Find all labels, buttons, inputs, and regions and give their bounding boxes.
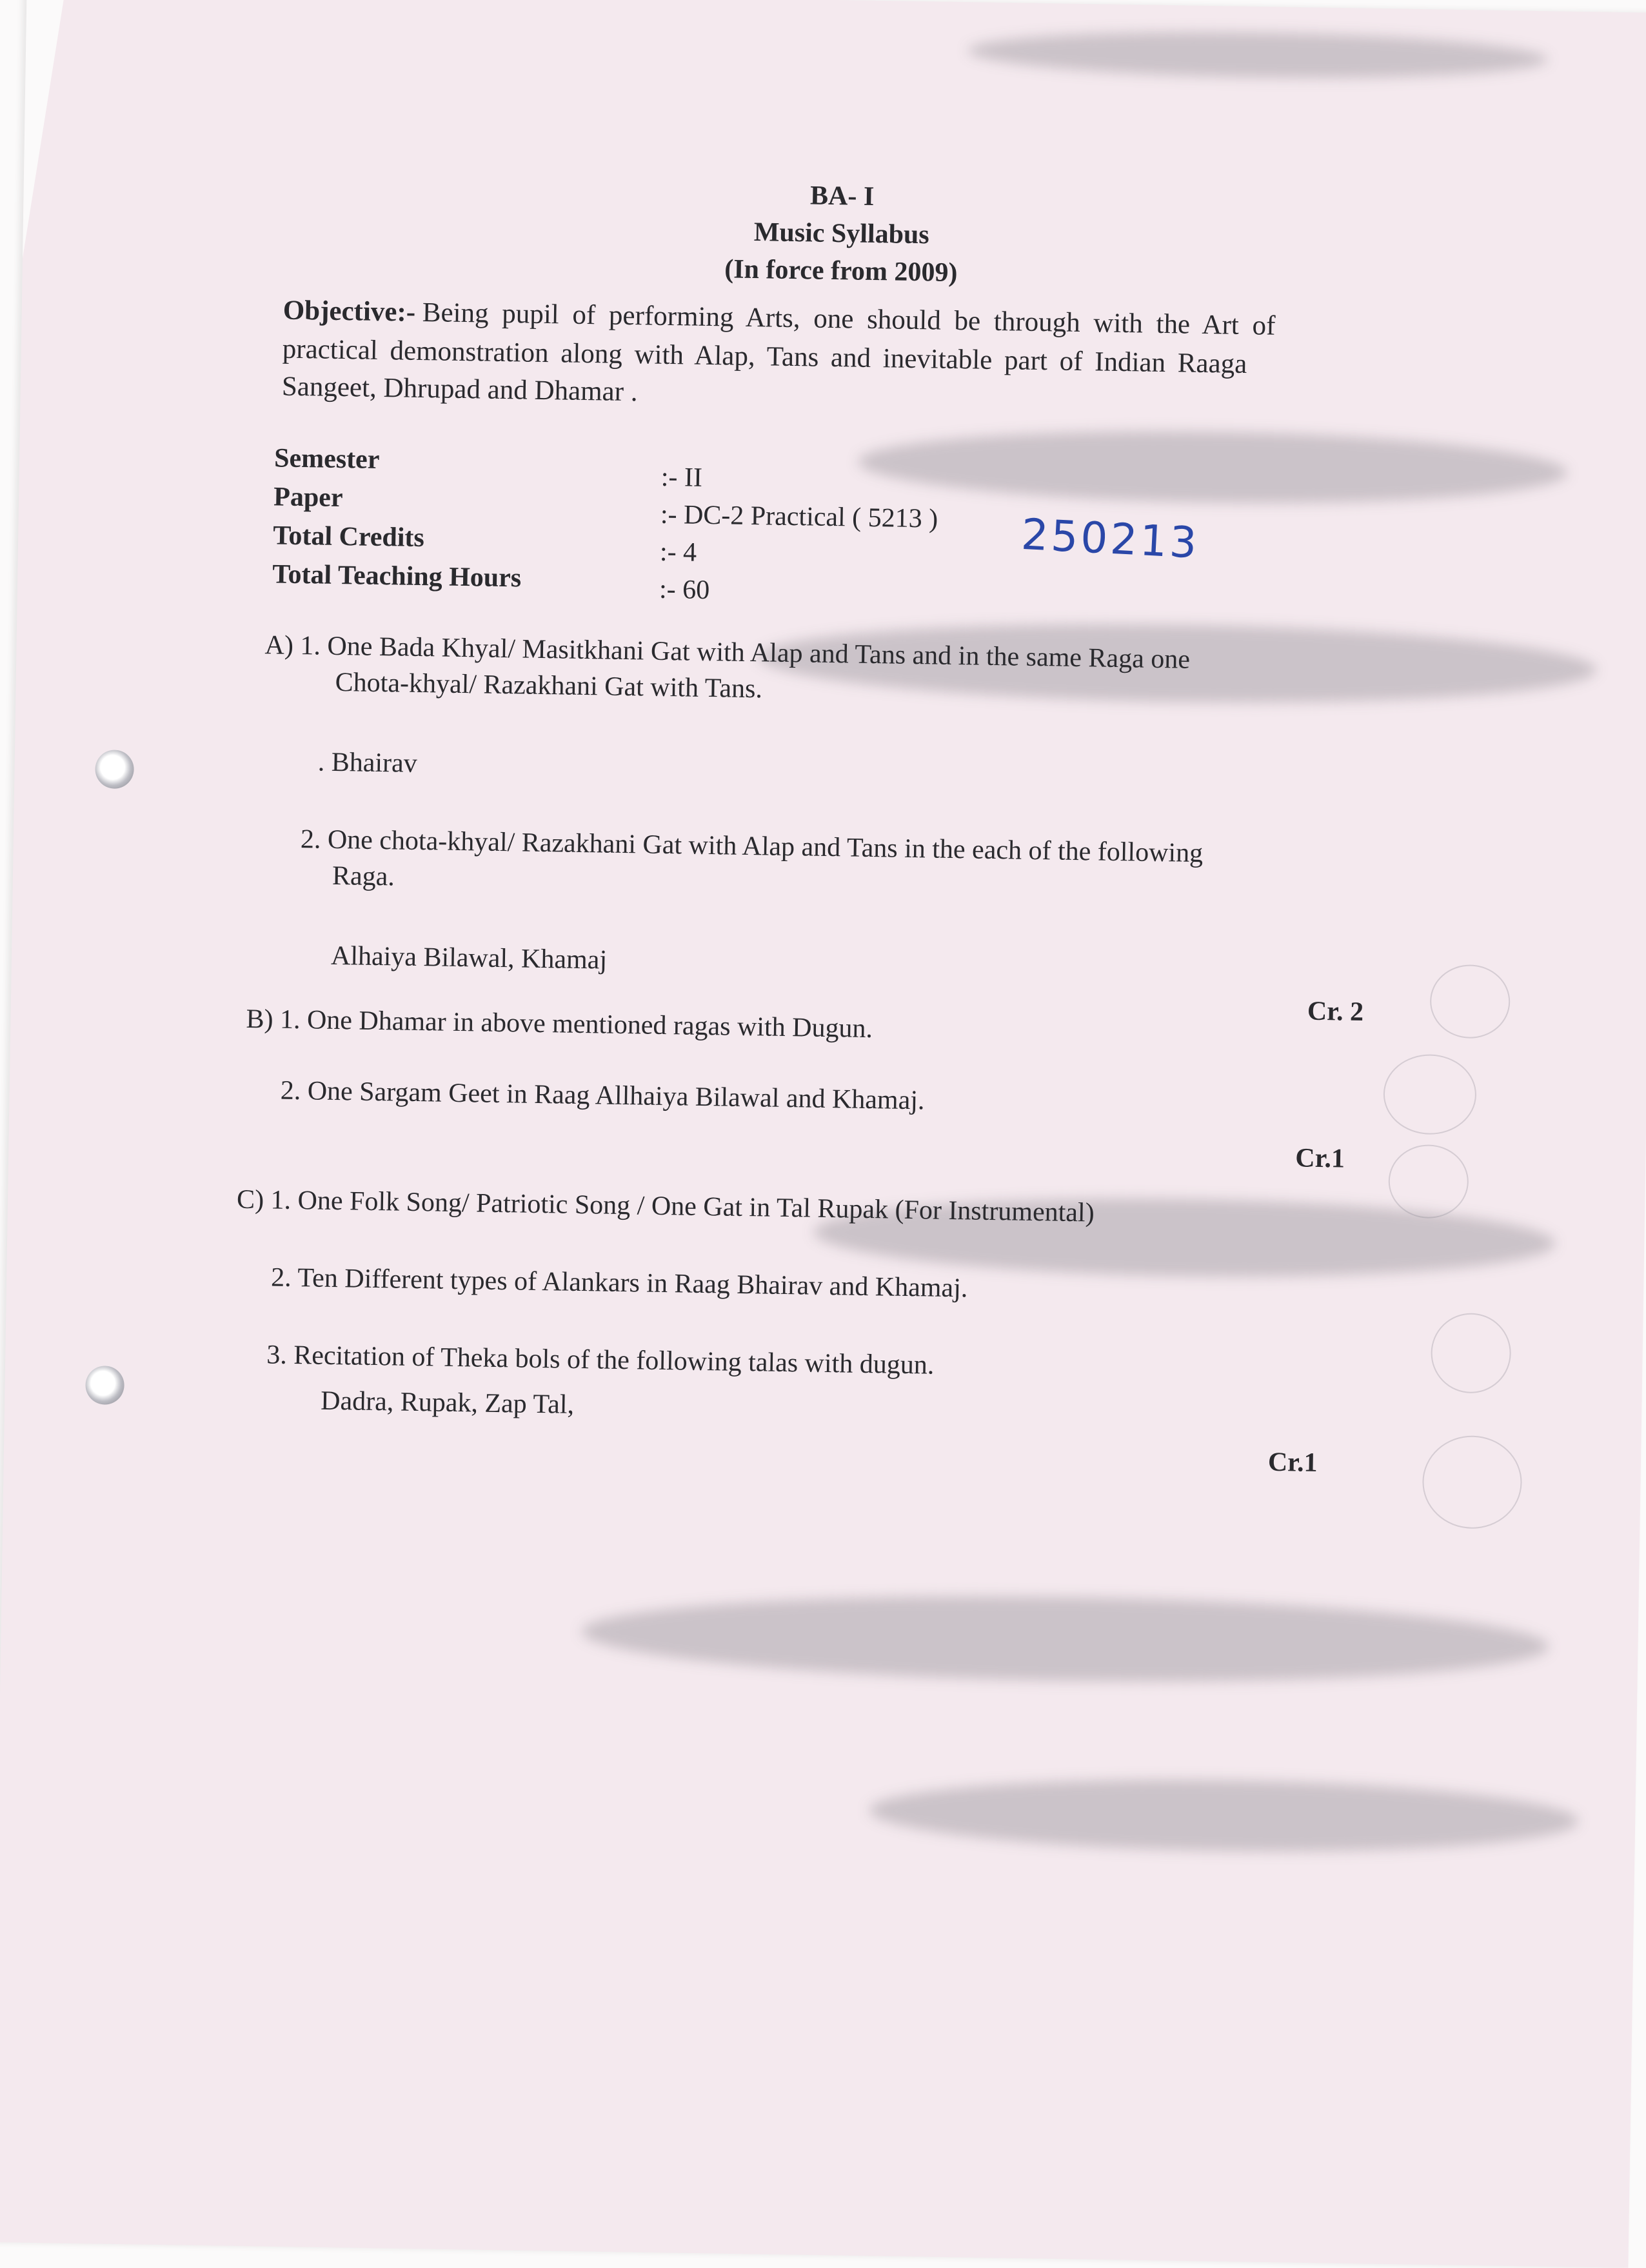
section-a-credit: Cr. 2	[1307, 996, 1364, 1028]
section-b-credit: Cr.1	[1294, 1143, 1345, 1174]
toner-smudge	[869, 1775, 1580, 1856]
toner-smudge	[967, 28, 1549, 82]
section-a-item-1-line-1: A) 1. One Bada Khyal/ Masitkhani Gat with Alap and Tans and in the same Raga one	[264, 630, 1191, 675]
section-b-item-2: 2. One Sargam Geet in Raag Allhaiya Bilawal and Khamaj.	[280, 1075, 925, 1116]
heading-in-force: (In force from 2009)	[724, 254, 958, 288]
section-a-ragas: Alhaiya Bilawal, Khamaj	[330, 940, 608, 975]
pencil-circle	[1431, 1313, 1512, 1394]
heading-title: Music Syllabus	[753, 217, 930, 250]
objective-line-1	[283, 295, 1275, 342]
pencil-circle	[1422, 1435, 1522, 1529]
heading-course: BA- I	[809, 181, 875, 212]
paper-value: :- DC-2 Practical ( 5213 )	[660, 499, 938, 534]
objective-line-2: practical demonstration along with Alap, Tans and inevitable part of Indian Raaga	[282, 333, 1247, 380]
handwritten-paper-code: 250213	[1020, 509, 1201, 568]
toner-smudge	[857, 426, 1568, 508]
section-c-credit: Cr.1	[1267, 1447, 1318, 1478]
pencil-circle	[1383, 1054, 1477, 1135]
section-a-item-2-line-1: 2. One chota-khyal/ Razakhani Gat with Alap and Tans in the each of the following	[300, 824, 1204, 869]
semester-value: :- II	[660, 462, 703, 493]
total-credits-value: :- 4	[659, 537, 697, 568]
pencil-circle	[1388, 1144, 1469, 1219]
objective-label: Objective:-	[283, 295, 416, 328]
teaching-hours-value: :- 60	[659, 574, 710, 606]
section-a-item-1-line-2: Chota-khyal/ Razakhani Gat with Tans.	[335, 667, 763, 704]
section-c-item-2: 2. Ten Different types of Alankars in Raag Bhairav and Khamaj.	[270, 1262, 968, 1304]
paper-label: Paper	[273, 482, 343, 513]
toner-smudge	[581, 1589, 1550, 1689]
section-c-item-1: C) 1. One Folk Song/ Patriotic Song / One Gat in Tal Rupak (For Instrumental)	[236, 1184, 1095, 1228]
section-c-item-3-line-1: 3. Recitation of Theka bols of the following talas with dugun.	[266, 1340, 935, 1380]
section-a-raga-bhairav: . Bhairav	[317, 747, 418, 779]
punch-hole	[85, 1366, 124, 1405]
pencil-circle	[1429, 964, 1511, 1039]
section-c-talas: Dadra, Rupak, Zap Tal,	[320, 1386, 575, 1420]
objective-text-1: Being pupil of performing Arts, one should be through with the Art of	[422, 297, 1276, 341]
total-credits-label: Total Credits	[272, 521, 425, 553]
semester-label: Semester	[273, 443, 380, 475]
objective-line-3: Sangeet, Dhrupad and Dhamar .	[281, 371, 638, 408]
punch-hole	[95, 750, 134, 789]
section-a-item-2-line-2: Raga.	[332, 860, 395, 892]
teaching-hours-label: Total Teaching Hours	[272, 559, 522, 593]
section-b-item-1: B) 1. One Dhamar in above mentioned ragas with Dugun.	[246, 1004, 873, 1044]
